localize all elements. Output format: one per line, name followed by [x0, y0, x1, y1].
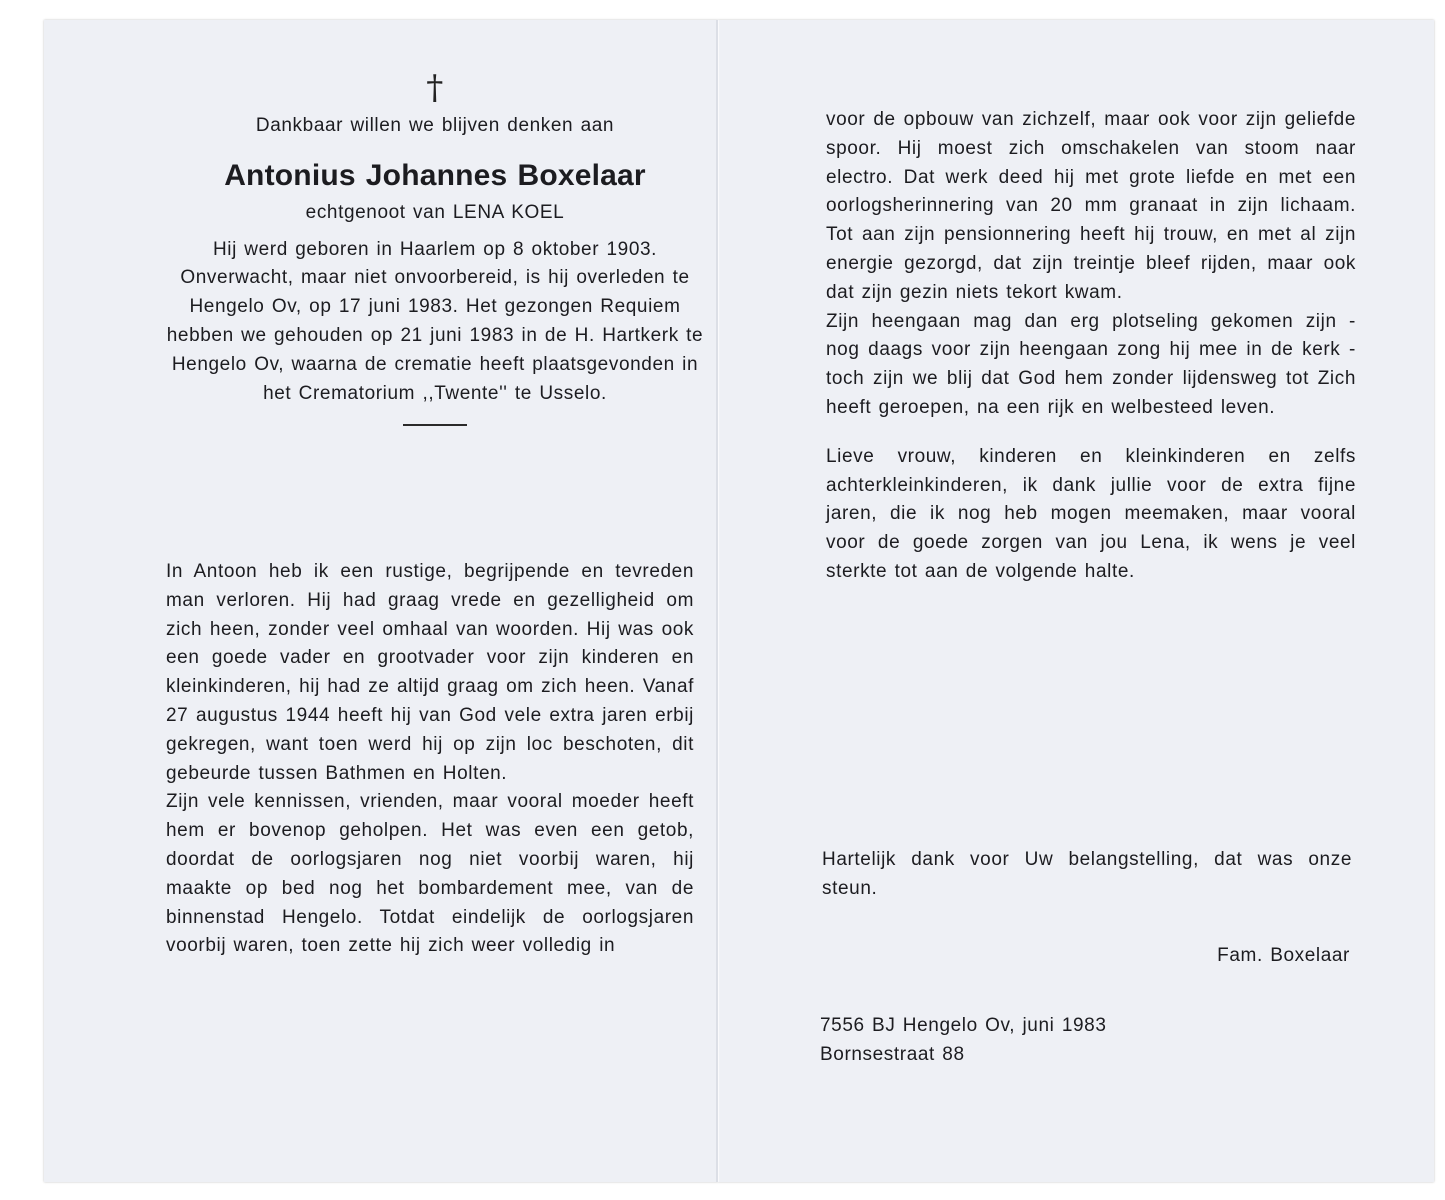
family-signature: Fam. Boxelaar — [1217, 945, 1350, 966]
address-line-2: Bornsestraat 88 — [820, 1043, 965, 1065]
left-panel-body — [166, 558, 694, 961]
intro-text: Dankbaar willen we blijven denken aan — [255, 115, 615, 136]
address-line-1: 7556 BJ Hengelo Ov, juni 1983 — [820, 1015, 1107, 1036]
section-divider — [403, 424, 467, 426]
deceased-name: Antonius Johannes Boxelaar — [224, 158, 646, 192]
tribute-paragraph-5: Lieve vrouw, kinderen en kleinkinderen en zelfs achterkleinkinderen, ik dank jullie voor de extra fijne jaren, die ik nog heb mogen meemaken, maar vooral voor de goede zorgen van jou Lena, ik wens je veel sterkte tot aan de volgende halte. — [826, 445, 1356, 582]
tribute-paragraph-2: Zijn vele kennissen, vrienden, maar vooral moeder heeft hem er bovenop geholpen. Het was even een getob, doordat de oorlogsjaren nog niet voorbij waren, hij maakte op bed nog het bombardement mee, van de binnenstad Hengelo. Totdat eindelijk de oorlogsjaren voorbij waren, toen zette hij zich weer volledig in — [166, 791, 694, 957]
spouse-text: echtgenoot van LENA KOEL — [305, 201, 565, 223]
cross-icon: † — [426, 68, 444, 108]
tribute-paragraph-4: Zijn heengaan mag dan erg plotseling gekomen zijn - nog daags voor zijn heengaan zong hij mee in de kerk - toch zijn we blij dat God hem zonder lijdensweg tot Zich heeft geroepen, na een rijk en welbesteed leven. — [826, 310, 1356, 418]
tribute-paragraph-3: voor de opbouw van zichzelf, maar ook voor zijn geliefde spoor. Hij moest zich omschakelen van stoom naar electro. Dat werk deed hij met grote liefde en met een oorlogsherinnering van 20 mm granaat in zijn lichaam. Tot aan zijn pensionnering heeft hij trouw, en met al zijn energie gezorgd, dat zijn treintje bleef rijden, maar ook dat zijn gezin niets tekort kwam. — [826, 109, 1356, 303]
biographical-facts: Hij werd geboren in Haarlem op 8 oktober 1903. Onverwacht, maar niet onvoorbereid, is hij overleden te Hengelo Ov, op 17 juni 1983. Het gezongen Requiem hebben we gehouden op 21 juni 1983 in de H. Hartkerk te Hengelo Ov, waarna de crematie heeft plaatsgevonden in het Crematorium ,,Twente'' te Usselo. — [166, 238, 704, 404]
left-panel-header — [160, 68, 710, 426]
family-address — [820, 1012, 1220, 1070]
right-panel-body — [826, 106, 1356, 587]
card-fold-line — [716, 20, 718, 1182]
tribute-paragraph-1: In Antoon heb ik een rustige, begrijpende en tevreden man verloren. Hij had graag vrede en gezelligheid om zich heen, zonder veel omhaal van woorden. Hij was ook een goede vader en grootvader voor zijn kinderen en kleinkinderen, hij had ze altijd graag om zich heen. Vanaf 27 augustus 1944 heeft hij van God vele extra jaren erbij gekregen, want toen werd hij op zijn loc beschoten, dit gebeurde tussen Bathmen en Holten. — [166, 561, 694, 784]
thanks-text: Hartelijk dank voor Uw belangstelling, dat was onze steun. — [822, 849, 1352, 899]
